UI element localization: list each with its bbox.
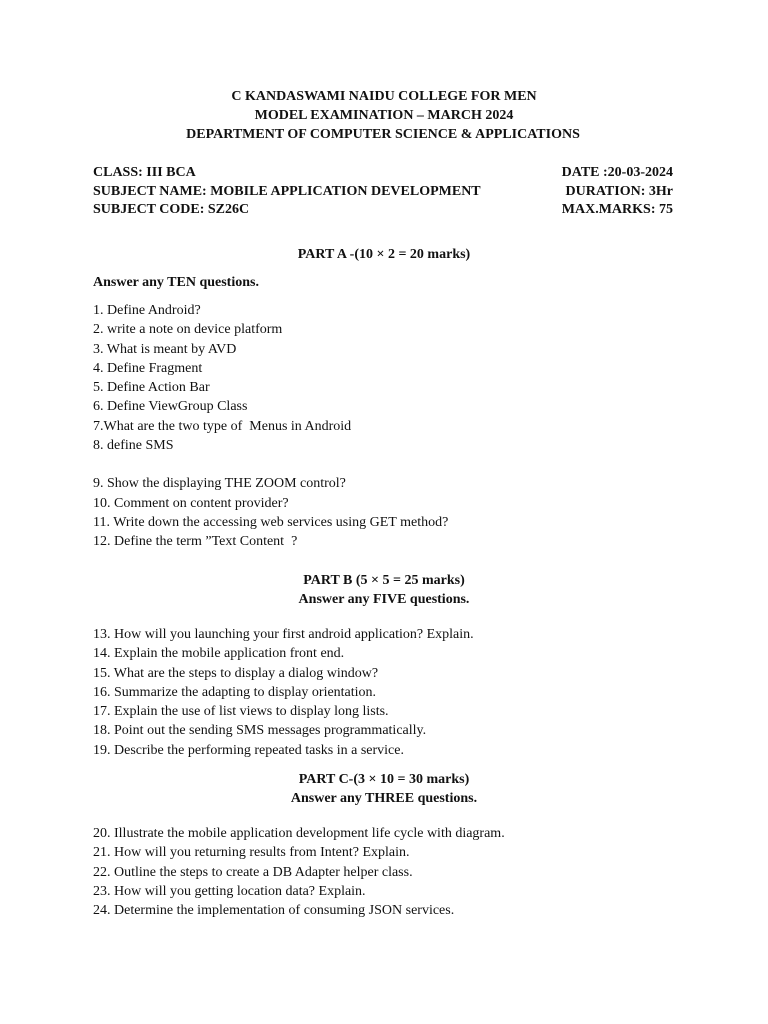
question-item: 9. Show the displaying THE ZOOM control? <box>93 476 346 492</box>
question-item: 18. Point out the sending SMS messages programmatically. <box>93 723 427 739</box>
max-marks-label: MAX.MARKS: 75 <box>561 202 673 217</box>
part-a-questions <box>93 301 713 552</box>
exam-meta <box>93 164 673 220</box>
part-b-title: PART B (5 × 5 = 25 marks) <box>303 573 465 588</box>
part-a-instruction: Answer any TEN questions. <box>93 275 259 290</box>
question-item: 10. Comment on content provider? <box>93 495 289 511</box>
part-c-questions <box>93 824 713 920</box>
question-item: 4. Define Fragment <box>93 360 203 376</box>
college-name: C KANDASWAMI NAIDU COLLEGE FOR MEN <box>231 89 537 104</box>
question-item: 15. What are the steps to display a dialog window? <box>93 665 379 681</box>
question-item: 20. Illustrate the mobile application development life cycle with diagram. <box>93 826 505 841</box>
question-item: 5. Define Action Bar <box>93 380 210 396</box>
question-item: 6. Define ViewGroup Class <box>93 399 248 415</box>
question-item: 7.What are the two type of Menus in Android <box>93 418 352 434</box>
exam-title: MODEL EXAMINATION – MARCH 2024 <box>254 108 514 123</box>
part-a-title: PART A -(10 × 2 = 20 marks) <box>297 247 471 262</box>
question-item: 11. Write down the accessing web services using GET method? <box>93 514 449 530</box>
question-item: 22. Outline the steps to create a DB Adapter helper class. <box>93 864 413 880</box>
paper-header <box>0 87 768 144</box>
question-item: 17. Explain the use of list views to display long lists. <box>93 704 389 720</box>
question-item: 12. Define the term ”Text Content ? <box>93 534 298 550</box>
question-item: 21. How will you returning results from Intent? Explain. <box>93 845 410 861</box>
part-b-questions <box>93 625 713 760</box>
department-name: DEPARTMENT OF COMPUTER SCIENCE & APPLICATIONS <box>186 127 580 142</box>
subject-code-label: SUBJECT CODE: SZ26C <box>93 202 250 217</box>
part-c-title: PART C-(3 × 10 = 30 marks) <box>298 772 470 787</box>
date-label: DATE :20-03-2024 <box>561 165 673 180</box>
question-item: 3. What is meant by AVD <box>93 341 237 357</box>
question-item: 13. How will you launching your first android application? Explain. <box>93 627 474 642</box>
part-b-instruction: Answer any FIVE questions. <box>298 592 470 607</box>
part-c-instruction: Answer any THREE questions. <box>290 791 478 806</box>
class-label: CLASS: III BCA <box>93 165 196 180</box>
question-item: 23. How will you getting location data? Explain. <box>93 883 366 899</box>
question-item: 14. Explain the mobile application front end. <box>93 646 345 662</box>
question-item: 2. write a note on device platform <box>93 322 283 338</box>
question-item: 16. Summarize the adapting to display orientation. <box>93 684 377 700</box>
question-item: 8. define SMS <box>93 438 174 454</box>
question-item: 1. Define Android? <box>93 303 201 318</box>
question-item: 24. Determine the implementation of consuming JSON services. <box>93 903 455 919</box>
subject-name-label: SUBJECT NAME: MOBILE APPLICATION DEVELOPMENT <box>93 183 481 199</box>
duration-label: DURATION: 3Hr <box>565 183 673 199</box>
question-item: 19. Describe the performing repeated tasks in a service. <box>93 742 404 758</box>
